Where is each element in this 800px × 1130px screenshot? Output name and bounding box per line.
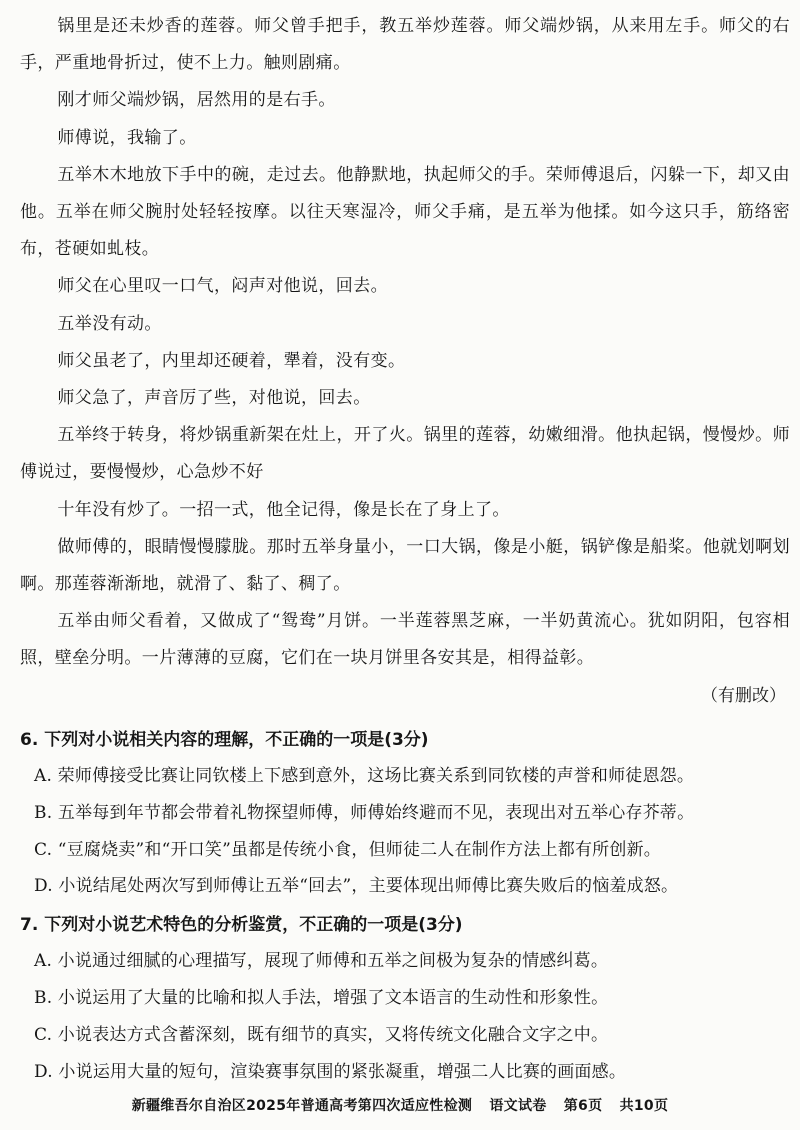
passage-paragraph: 师父虽老了，内里却还硬着，犟着，没有变。 bbox=[57, 350, 406, 371]
story-passage bbox=[20, 8, 790, 715]
option-b: B. 小说运用了大量的比喻和拟人手法，增强了文本语言的生动性和形象性。 bbox=[34, 987, 609, 1008]
passage-paragraph: 刚才师父端炒锅，居然用的是右手。 bbox=[57, 90, 336, 111]
questions-section bbox=[20, 722, 790, 1092]
option-d: D. 小说运用大量的短句，渲染赛事氛围的紧张凝重，增强二人比赛的画面感。 bbox=[34, 1061, 627, 1082]
passage-paragraph: 五举终于转身，将炒锅重新架在灶上，开了火。锅里的莲蓉，幼嫩细滑。他执起锅，慢慢炒。师傅说过，要慢慢炒，心急炒不好 bbox=[20, 425, 790, 483]
option-c: C. “豆腐烧卖”和“开口笑”虽都是传统小食，但师徒二人在制作方法上都有所创新。 bbox=[34, 839, 661, 860]
footer-exam-title: 新疆维吾尔自治区2025年普通高考第四次适应性检测 bbox=[131, 1098, 473, 1114]
passage-paragraph: 锅里是还未炒香的莲蓉。师父曾手把手，教五举炒莲蓉。师父端炒锅，从来用左手。师父的右手，严重地骨折过，使不上力。触则剧痛。 bbox=[20, 16, 790, 74]
footer-page-number: 第6页 bbox=[563, 1098, 603, 1114]
page-footer bbox=[0, 1095, 800, 1115]
passage-paragraph: 做师傅的，眼睛慢慢朦胧。那时五举身量小，一口大锅，像是小艇，锅铲像是船桨。他就划啊划啊。那莲蓉渐渐地，就滑了、黏了、稠了。 bbox=[20, 536, 790, 595]
option-d: D. 小说结尾处两次写到师傅让五举“回去”，主要体现出师傅比赛失败后的恼羞成怒。 bbox=[34, 876, 679, 897]
question-stem: 7. 下列对小说艺术特色的分析鉴赏，不正确的一项是(3分) bbox=[20, 915, 463, 936]
passage-paragraph: 五举没有动。 bbox=[57, 313, 162, 334]
passage-paragraph: 五举由师父看着，又做成了“鸳鸯”月饼。一半莲蓉黑芝麻，一半奶黄流心。犹如阴阳，包容相照，壁垒分明。一片薄薄的豆腐，它们在一块月饼里各安其是，相得益彰。 bbox=[20, 611, 790, 669]
passage-paragraph: 师父急了，声音厉了些，对他说，回去。 bbox=[57, 388, 371, 409]
footer-total-pages: 共10页 bbox=[619, 1098, 669, 1114]
option-c: C. 小说表达方式含蓄深刻，既有细节的真实，又将传统文化融合文字之中。 bbox=[34, 1024, 609, 1045]
question-6 bbox=[20, 722, 790, 905]
passage-paragraph: 师父在心里叹一口气，闷声对他说，回去。 bbox=[57, 276, 388, 297]
question-7 bbox=[20, 907, 790, 1090]
option-a: A. 荣师傅接受比赛让同钦楼上下感到意外，这场比赛关系到同钦楼的声誉和师徒恩怨。 bbox=[34, 766, 695, 786]
passage-paragraph: 十年没有炒了。一招一式，他全记得，像是长在了身上了。 bbox=[57, 499, 510, 520]
passage-paragraph: 师傅说，我输了。 bbox=[57, 127, 197, 148]
option-a: A. 小说通过细腻的心理描写，展现了师傅和五举之间极为复杂的情感纠葛。 bbox=[34, 951, 609, 972]
question-stem: 6. 下列对小说相关内容的理解，不正确的一项是(3分) bbox=[20, 730, 429, 750]
source-note: （有删改） bbox=[701, 685, 786, 706]
option-b: B. 五举每到年节都会带着礼物探望师傅，师傅始终避而不见，表现出对五举心存芥蒂。 bbox=[34, 802, 695, 823]
footer-subject: 语文试卷 bbox=[489, 1098, 547, 1114]
passage-paragraph: 五举木木地放下手中的碗，走过去。他静默地，执起师父的手。荣师傅退后，闪躲一下，却又由他。五举在师父腕肘处轻轻按摩。以往天寒湿冷，师父手痛，是五举为他揉。如今这只手，筋络密布，苍硬如虬枝。 bbox=[20, 164, 790, 260]
